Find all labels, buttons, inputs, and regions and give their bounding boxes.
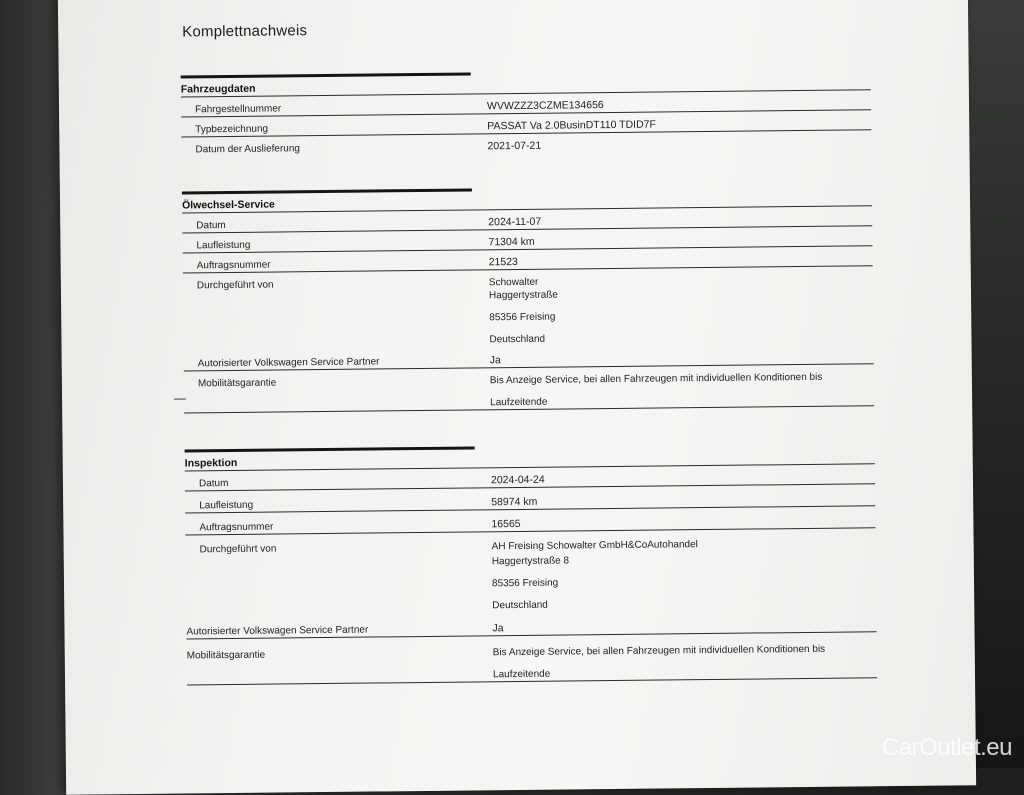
address-line: Haggertystraße 8 <box>491 555 570 568</box>
address-line: Deutschland <box>492 599 548 612</box>
section-inspektion <box>184 442 875 681</box>
label: Datum <box>196 220 226 232</box>
value: PASSAT Va 2.0BusinDT110 TDID7F <box>487 118 656 133</box>
section-oelwechsel <box>181 184 872 409</box>
value: 71304 km <box>488 235 535 249</box>
value: 16565 <box>491 517 521 531</box>
label: Autorisierter Volkswagen Service Partner <box>186 624 369 638</box>
row-partner <box>186 612 876 639</box>
address-line: AH Freising Schowalter GmbH&CoAutohandel <box>491 539 698 553</box>
value: 58974 km <box>491 495 538 509</box>
value: 2024-04-24 <box>490 473 545 487</box>
document-sheet <box>58 0 976 795</box>
value: Bis Anzeige Service, bei allen Fahrzeugen mit individuellen Konditionen bis <box>492 643 826 659</box>
section-heading: Fahrzeugdaten <box>180 82 256 96</box>
label: Typbezeichnung <box>195 123 269 136</box>
label: Laufleistung <box>196 239 251 252</box>
document-title: Komplettnachweis <box>182 22 308 41</box>
value: 21523 <box>488 255 518 269</box>
value: Ja <box>492 622 504 635</box>
margin-mark <box>174 398 186 399</box>
label: Datum der Auslieferung <box>195 143 301 156</box>
label: Autorisierter Volkswagen Service Partner <box>197 356 380 370</box>
address-line: 85356 Freising <box>489 311 556 324</box>
section-fahrzeugdaten <box>180 68 871 156</box>
address-line: Schowalter <box>488 276 539 289</box>
label: Datum <box>198 478 229 490</box>
section-heading: Ölwechsel-Service <box>181 198 275 212</box>
label: Fahrgestellnummer <box>194 103 282 116</box>
value: 2024-11-07 <box>488 215 542 229</box>
value: Laufzeitende <box>492 668 551 681</box>
label: Mobilitätsgarantie <box>197 377 277 390</box>
value: Laufzeitende <box>490 396 548 409</box>
label: Auftragsnummer <box>196 259 271 272</box>
value: Ja <box>489 354 501 367</box>
value: 2021-07-21 <box>487 139 542 153</box>
address-line: Deutschland <box>489 333 546 346</box>
label: Auftragsnummer <box>199 521 274 534</box>
value: WVWZZZ3CZME134656 <box>486 99 604 113</box>
label: Laufleistung <box>199 499 254 512</box>
address-line: 85356 Freising <box>491 577 559 590</box>
label: Mobilitätsgarantie <box>186 649 266 662</box>
address-line: Haggertystraße <box>488 289 558 302</box>
value: Bis Anzeige Service, bei allen Fahrzeugen mit individuellen Konditionen bis <box>489 371 823 387</box>
watermark-logo: CarOutlet.eu <box>881 734 1012 761</box>
section-heading: Inspektion <box>184 456 238 470</box>
label: Durchgeführt von <box>199 543 277 556</box>
label: Durchgeführt von <box>196 279 274 292</box>
